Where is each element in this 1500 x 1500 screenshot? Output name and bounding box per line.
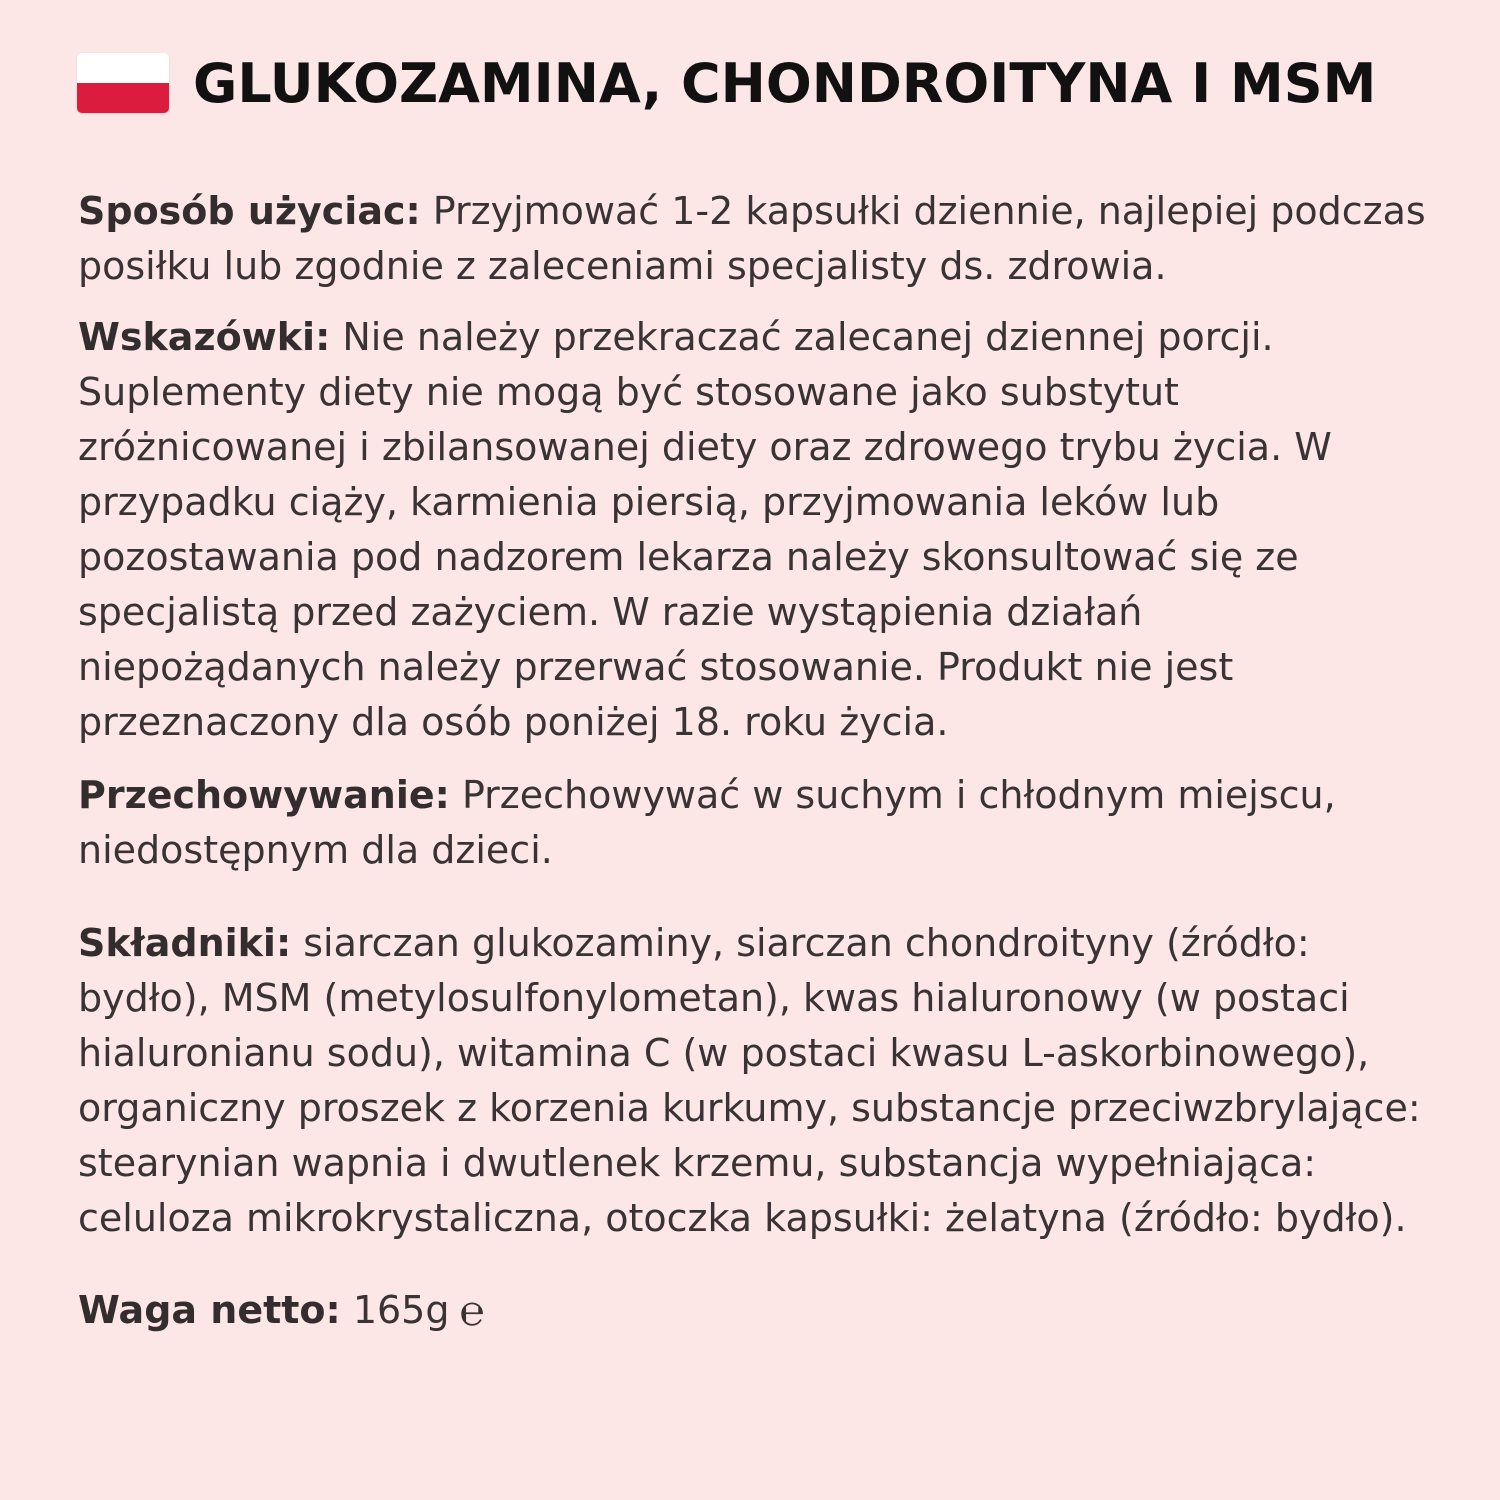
storage-section <box>78 768 1430 878</box>
header <box>77 48 1376 118</box>
usage-label: Sposób użyciac: <box>78 189 421 233</box>
poland-flag-icon <box>77 53 169 113</box>
ingredients-section <box>78 916 1430 1246</box>
warnings-label: Wskazówki: <box>78 315 331 359</box>
warnings-section <box>78 310 1430 750</box>
ingredients-text: siarczan glukozaminy, siarczan chondroityny (źródło: bydło), MSM (metylosulfonylometan), kwas hialuronowy (w postaci hialuronianu sodu), witamina C (w postaci kwasu L-askorbinowego), organiczny proszek z korzenia kurkumy, substancje przeciwzbrylające: stearynian wapnia i dwutlenek krzemu, substancja wypełniająca: celuloza mikrokrystaliczna, otoczka kapsułki: żelatyna (źródło: bydło). <box>78 921 1421 1240</box>
usage-section <box>78 184 1430 294</box>
warnings-text: Nie należy przekraczać zalecanej dziennej porcji. Suplementy diety nie mogą być stosowane jako substytut zróżnicowanej i zbilansowanej diety oraz zdrowego trybu życia. W przypadku ciąży, karmienia piersią, przyjmowania leków lub pozostawania pod nadzorem lekarza należy skonsultować się ze specjalistą przed zażyciem. W razie wystąpienia działań niepożądanych należy przerwać stosowanie. Produkt nie jest przeznaczony dla osób poniżej 18. roku życia. <box>78 315 1332 744</box>
estimated-sign-icon: ℮ <box>459 1286 485 1335</box>
page-title: GLUKOZAMINA, CHONDROITYNA I MSM <box>193 51 1377 115</box>
usage-text: Przyjmować 1-2 kapsułki dziennie, najlepiej podczas posiłku lub zgodnie z zaleceniami specjalisty ds. zdrowia. <box>78 189 1426 288</box>
flag-red-stripe <box>77 83 169 113</box>
storage-label: Przechowywanie: <box>78 773 450 817</box>
flag-white-stripe <box>77 53 169 83</box>
net-weight-label: Waga netto: <box>78 1288 341 1332</box>
storage-text: Przechowywać w suchym i chłodnym miejscu, niedostępnym dla dzieci. <box>78 773 1336 872</box>
net-weight-value: 165g <box>352 1288 450 1332</box>
net-weight-section <box>78 1283 1430 1338</box>
product-info <box>78 184 1430 1338</box>
ingredients-label: Składniki: <box>78 921 292 965</box>
